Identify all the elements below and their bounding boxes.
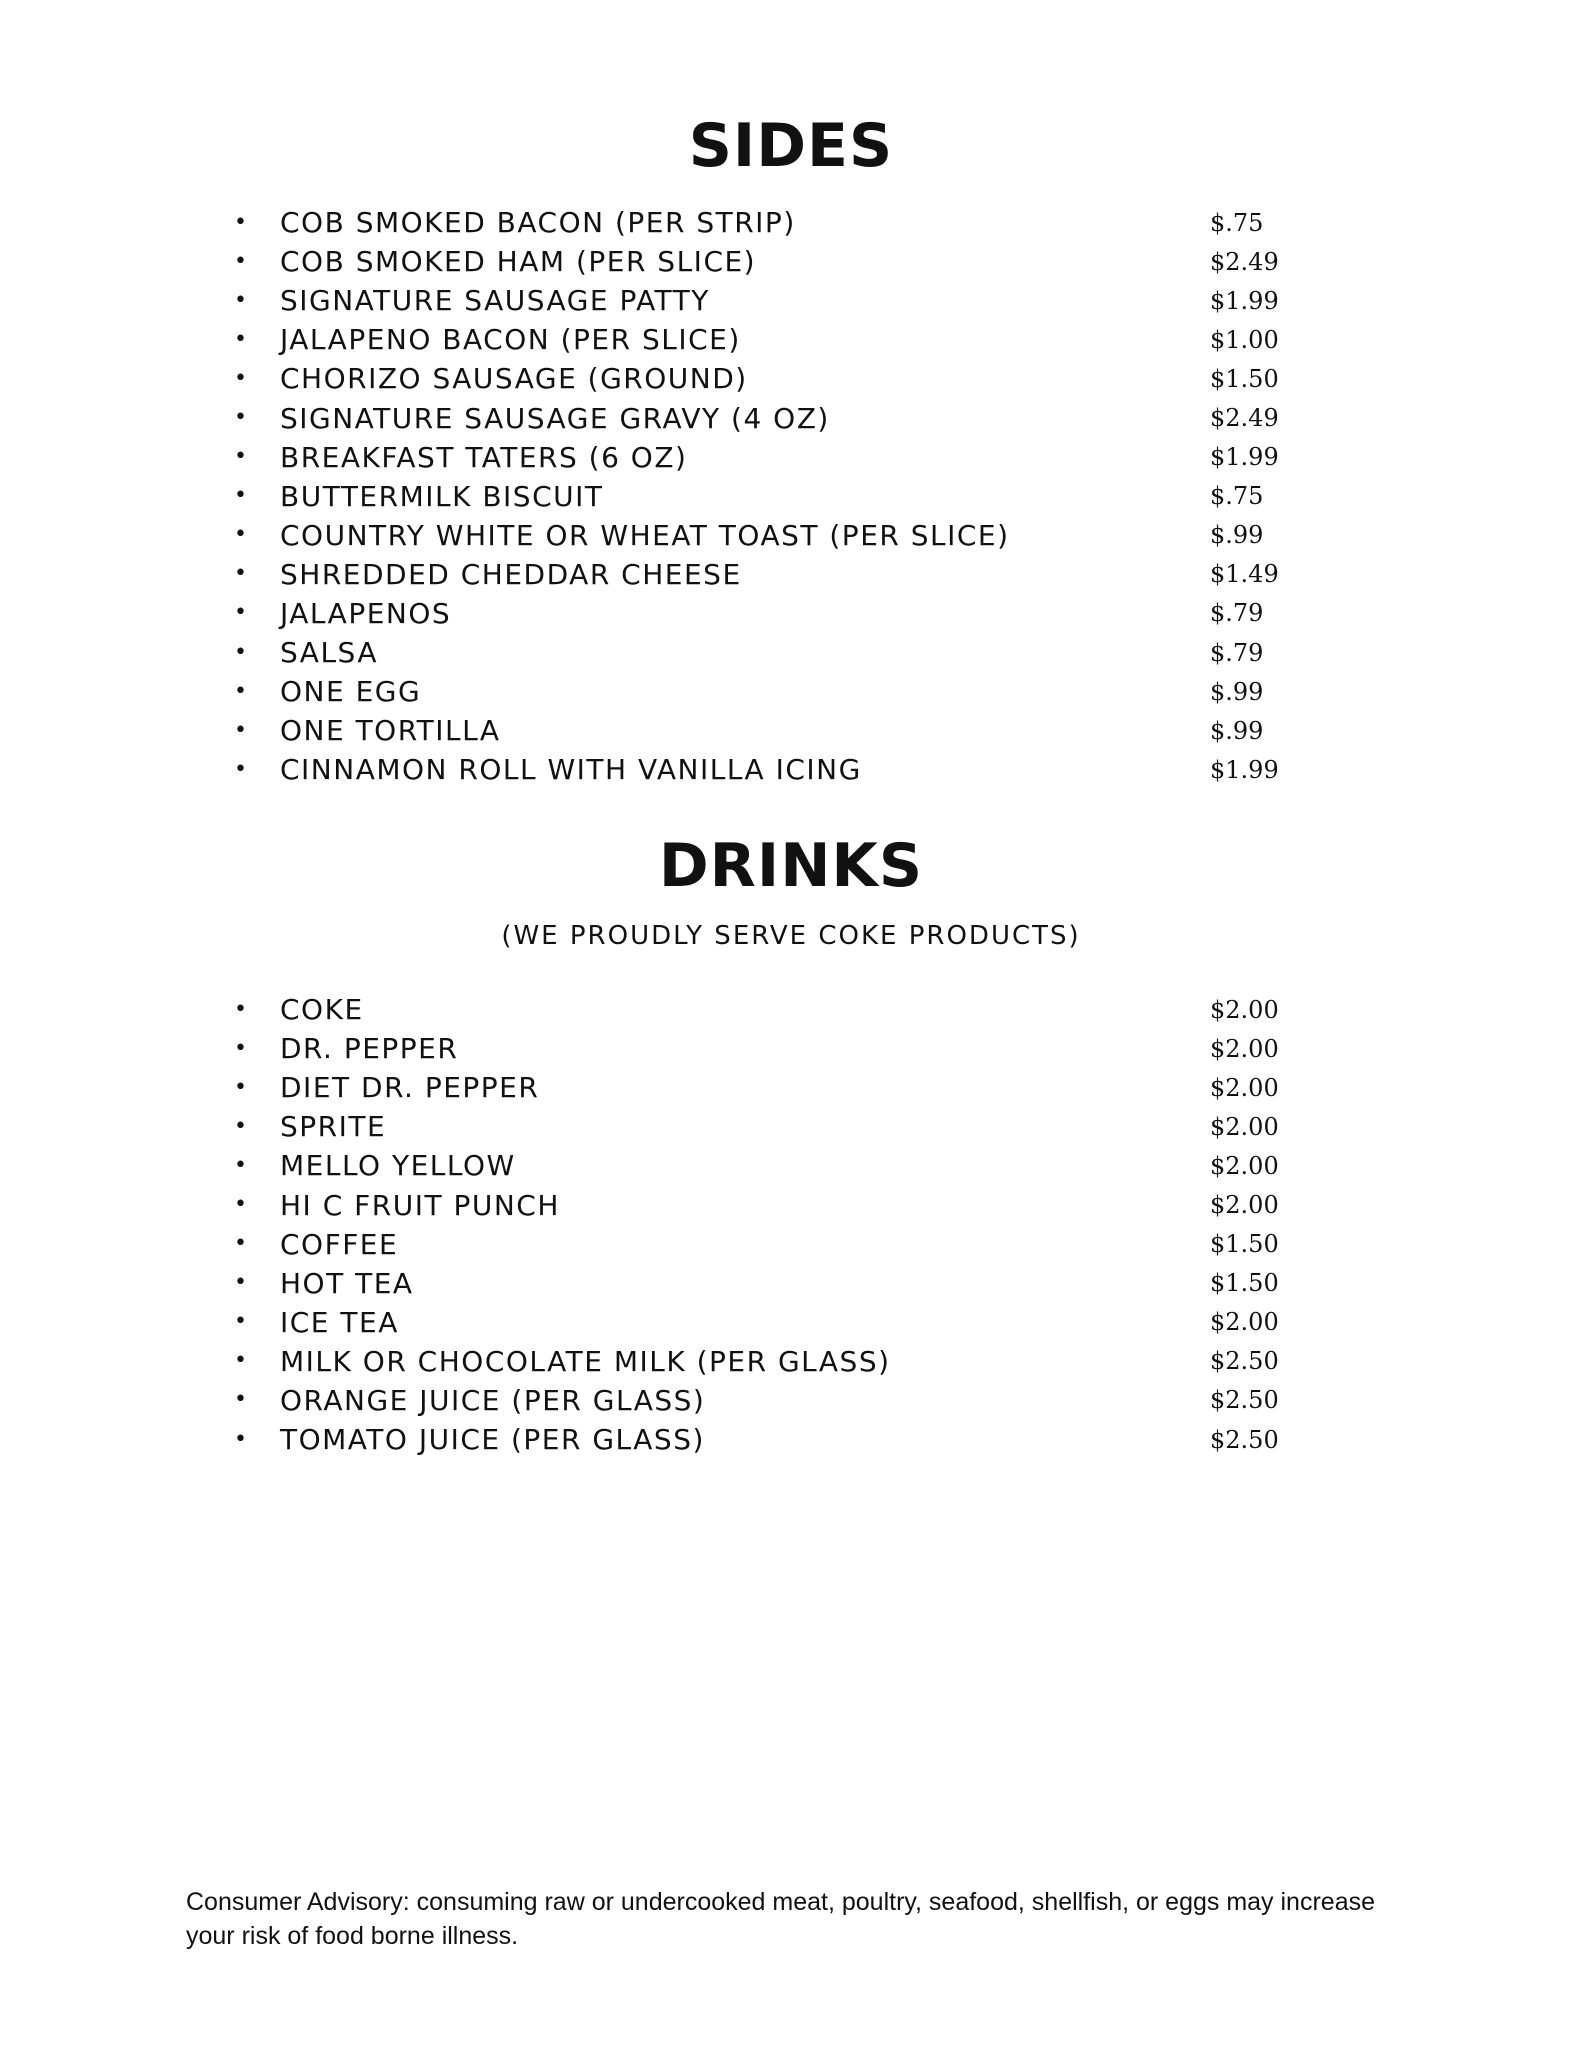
bullet-icon: • — [234, 561, 247, 587]
bullet-icon: • — [234, 1035, 247, 1061]
item-name: SALSA — [280, 636, 378, 670]
item-name: HI C FRUIT PUNCH — [280, 1188, 560, 1222]
item-price: $2.50 — [1210, 1386, 1279, 1415]
item-name: COB SMOKED HAM (PER SLICE) — [280, 245, 757, 279]
drinks-list — [234, 990, 1284, 1459]
bullet-icon: • — [234, 1270, 247, 1296]
item-price: $.99 — [1210, 521, 1264, 550]
item-price: $2.00 — [1210, 1073, 1279, 1102]
item-name: DR. PEPPER — [280, 1032, 459, 1066]
menu-item — [234, 1185, 1284, 1224]
menu-item — [234, 1225, 1284, 1264]
menu-item — [234, 1381, 1284, 1420]
menu-item — [234, 1264, 1284, 1303]
menu-item — [234, 438, 1284, 477]
item-name: COB SMOKED BACON (PER STRIP) — [280, 206, 796, 240]
item-price: $2.49 — [1210, 404, 1279, 433]
bullet-icon: • — [234, 405, 247, 431]
bullet-icon: • — [234, 1387, 247, 1413]
item-price: $.75 — [1210, 208, 1264, 237]
bullet-icon: • — [234, 1074, 247, 1100]
menu-item — [234, 672, 1284, 711]
drinks-heading: DRINKS — [658, 831, 924, 901]
bullet-icon: • — [234, 1426, 247, 1452]
bullet-icon: • — [234, 444, 247, 470]
bullet-icon: • — [234, 522, 247, 548]
menu-item — [234, 477, 1284, 516]
item-price: $2.00 — [1210, 1112, 1279, 1141]
item-name: ORANGE JUICE (PER GLASS) — [280, 1383, 706, 1417]
item-name: TOMATO JUICE (PER GLASS) — [280, 1423, 705, 1457]
item-price: $1.49 — [1210, 560, 1279, 589]
bullet-icon: • — [234, 248, 247, 274]
item-price: $1.00 — [1210, 325, 1279, 354]
bullet-icon: • — [234, 1231, 247, 1257]
menu-item — [234, 1342, 1284, 1381]
bullet-icon: • — [234, 678, 247, 704]
item-name: DIET DR. PEPPER — [280, 1071, 540, 1105]
bullet-icon: • — [234, 365, 247, 391]
bullet-icon: • — [234, 600, 247, 626]
menu-item — [234, 1029, 1284, 1068]
bullet-icon: • — [234, 639, 247, 665]
menu-item — [234, 633, 1284, 672]
bullet-icon: • — [234, 209, 247, 235]
menu-item — [234, 555, 1284, 594]
item-price: $2.50 — [1210, 1425, 1279, 1454]
item-name: ICE TEA — [280, 1305, 399, 1339]
bullet-icon: • — [234, 1348, 247, 1374]
menu-item — [234, 359, 1284, 398]
consumer-advisory: Consumer Advisory: consuming raw or undercooked meat, poultry, seafood, shellfish, or eggs may increase your risk of food borne illness. — [186, 1888, 1376, 1950]
item-name: COFFEE — [280, 1227, 399, 1261]
item-price: $.99 — [1210, 716, 1264, 745]
item-name: HOT TEA — [280, 1266, 414, 1300]
sides-list — [234, 203, 1284, 789]
menu-item — [234, 1303, 1284, 1342]
menu-item — [234, 242, 1284, 281]
menu-item — [234, 281, 1284, 320]
item-name: ONE TORTILLA — [280, 714, 501, 748]
item-name: MELLO YELLOW — [280, 1149, 516, 1183]
drinks-subtitle: (WE PROUDLY SERVE COKE PRODUCTS) — [501, 921, 1081, 951]
bullet-icon: • — [234, 756, 247, 782]
menu-item — [234, 203, 1284, 242]
sides-heading: SIDES — [688, 111, 894, 181]
item-name: JALAPENO BACON (PER SLICE) — [280, 323, 741, 357]
item-name: BUTTERMILK BISCUIT — [280, 479, 604, 513]
bullet-icon: • — [234, 287, 247, 313]
item-price: $2.00 — [1210, 1308, 1279, 1337]
bullet-icon: • — [234, 1113, 247, 1139]
item-price: $1.50 — [1210, 1230, 1279, 1259]
menu-item — [234, 750, 1284, 789]
item-name: COKE — [280, 993, 364, 1027]
menu-item — [234, 398, 1284, 437]
item-price: $2.50 — [1210, 1347, 1279, 1376]
menu-item — [234, 1420, 1284, 1459]
bullet-icon: • — [234, 717, 247, 743]
bullet-icon: • — [234, 996, 247, 1022]
item-name: BREAKFAST TATERS (6 OZ) — [280, 440, 688, 474]
item-name: JALAPENOS — [280, 596, 452, 630]
item-price: $2.00 — [1210, 1151, 1279, 1180]
bullet-icon: • — [234, 1152, 247, 1178]
menu-item — [234, 990, 1284, 1029]
item-price: $1.99 — [1210, 286, 1279, 315]
item-name: COUNTRY WHITE OR WHEAT TOAST (PER SLICE) — [280, 518, 1010, 552]
item-name: SPRITE — [280, 1110, 387, 1144]
item-name: CHORIZO SAUSAGE (GROUND) — [280, 362, 748, 396]
bullet-icon: • — [234, 1309, 247, 1335]
item-price: $2.00 — [1210, 995, 1279, 1024]
menu-item — [234, 594, 1284, 633]
item-price: $.99 — [1210, 677, 1264, 706]
item-price: $1.50 — [1210, 364, 1279, 393]
bullet-icon: • — [234, 326, 247, 352]
menu-item — [234, 320, 1284, 359]
item-price: $.79 — [1210, 599, 1264, 628]
item-price: $2.49 — [1210, 247, 1279, 276]
item-name: SIGNATURE SAUSAGE GRAVY (4 OZ) — [280, 401, 830, 435]
item-name: CINNAMON ROLL WITH VANILLA ICING — [280, 753, 862, 787]
item-name: MILK OR CHOCOLATE MILK (PER GLASS) — [280, 1344, 891, 1378]
item-price: $2.00 — [1210, 1191, 1279, 1220]
item-price: $1.99 — [1210, 443, 1279, 472]
item-price: $2.00 — [1210, 1034, 1279, 1063]
menu-item — [234, 516, 1284, 555]
item-price: $1.99 — [1210, 755, 1279, 784]
item-price: $.79 — [1210, 638, 1264, 667]
menu-item — [234, 1107, 1284, 1146]
item-name: SHREDDED CHEDDAR CHEESE — [280, 557, 742, 591]
bullet-icon: • — [234, 1192, 247, 1218]
item-price: $.75 — [1210, 482, 1264, 511]
bullet-icon: • — [234, 483, 247, 509]
menu-item — [234, 1146, 1284, 1185]
menu-item — [234, 711, 1284, 750]
item-name: ONE EGG — [280, 675, 422, 709]
item-price: $1.50 — [1210, 1269, 1279, 1298]
menu-item — [234, 1068, 1284, 1107]
item-name: SIGNATURE SAUSAGE PATTY — [280, 284, 710, 318]
